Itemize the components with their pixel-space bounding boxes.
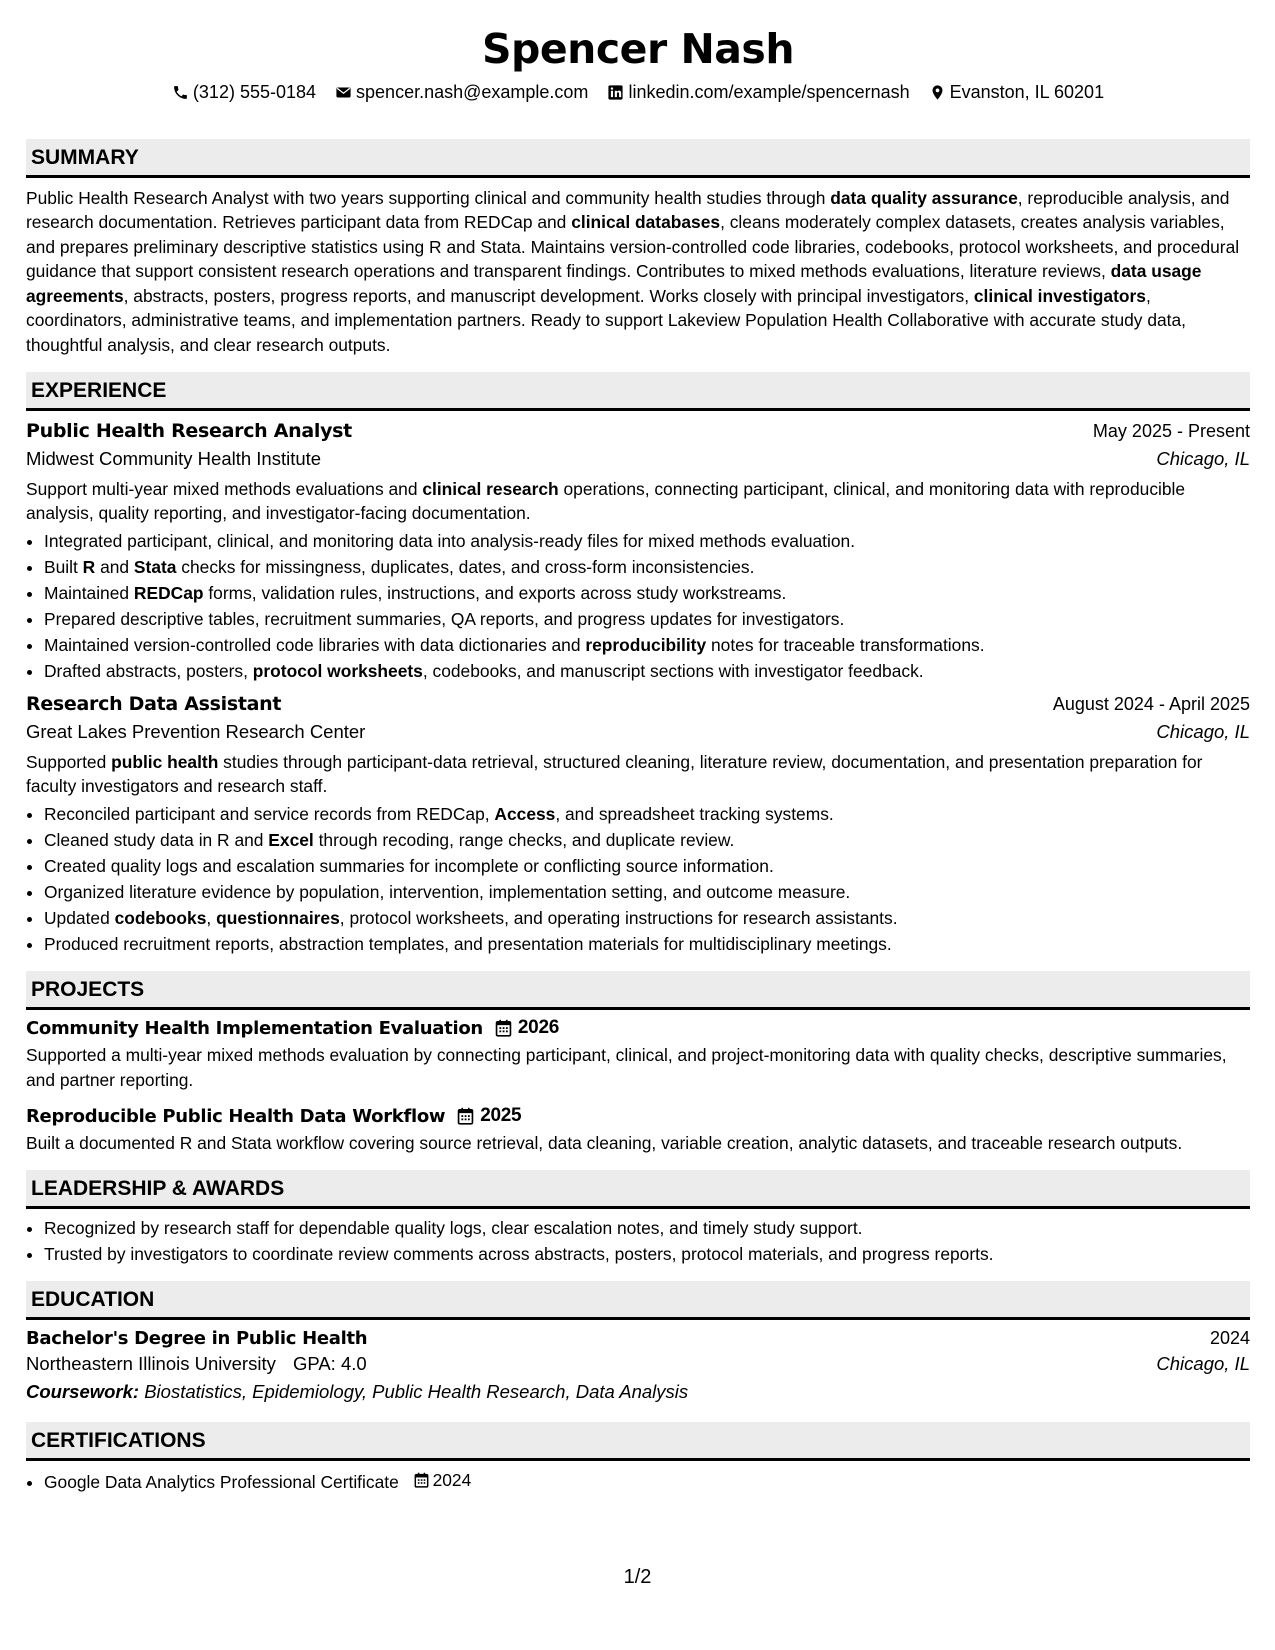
coursework-list: Biostatistics, Epidemiology, Public Health Research, Data Analysis	[144, 1380, 689, 1402]
text-run: Supported	[26, 751, 112, 772]
emphasis-text: reproducibility	[585, 634, 707, 655]
job-location: Chicago, IL	[1156, 720, 1250, 742]
text-run: Produced recruitment reports, abstraction templates, and presentation materials for multidisciplinary meetings.	[44, 934, 892, 955]
certifications-list	[26, 1467, 1250, 1495]
text-run: Drafted abstracts, posters,	[44, 660, 253, 681]
project-description: Built a documented R and Stata workflow covering source retrieval, data cleaning, variable creation, analytic datasets, and traceable research outputs.	[26, 1133, 1183, 1154]
section-heading: EDUCATION	[26, 1281, 1250, 1320]
education-entry	[26, 1328, 1250, 1403]
project-year: 2025	[480, 1105, 522, 1127]
bullet-item	[44, 580, 1250, 606]
list-item: • Recognized by research staff for dependable quality logs, clear escalation notes, and timely study support.	[44, 1215, 1250, 1241]
text-run: , reproducible analysis, and research documentation. Retrieves participant data from REDCap and	[26, 187, 1230, 233]
text-run: operations, connecting participant, clinical, and monitoring data with reproducible analysis, quality reporting, and investigator-facing documentation.	[26, 478, 1186, 524]
text-run: through recoding, range checks, and duplicate review.	[313, 830, 735, 851]
coursework	[26, 1381, 1250, 1403]
bullet-item	[44, 632, 1250, 658]
project-description: Supported a multi-year mixed methods evaluation by connecting participant, clinical, and project-monitoring data with quality checks, descriptive summaries, and partner reporting.	[26, 1045, 1227, 1090]
emphasis-text: data quality assurance	[830, 187, 1018, 208]
summary-section	[26, 139, 1250, 358]
bullet-item	[44, 658, 1250, 684]
text-run: Integrated participant, clinical, and monitoring data into analysis-ready files for mixed methods evaluation.	[44, 530, 856, 551]
contact-email	[335, 79, 588, 105]
text-run: checks for missingness, duplicates, dates, and cross-form inconsistencies.	[176, 556, 755, 577]
section-heading: CERTIFICATIONS	[26, 1422, 1250, 1461]
bullet-item	[44, 879, 1250, 905]
emphasis-text: data usage agreements	[26, 261, 1202, 306]
bullet-item	[44, 554, 1250, 580]
emphasis-text: codebooks	[114, 908, 207, 929]
location-text: Evanston, IL 60201	[949, 82, 1105, 102]
emphasis-text: Excel	[268, 830, 314, 851]
bullet-item	[44, 801, 1250, 827]
text-run: , protocol worksheets, and operating instructions for research assistants.	[339, 908, 898, 929]
section-heading: EXPERIENCE	[26, 372, 1250, 411]
text-run: Support multi-year mixed methods evaluations and	[26, 478, 423, 499]
text-run: Built	[44, 556, 83, 577]
bullet-item	[44, 931, 1250, 957]
text-run: Organized literature evidence by population, intervention, implementation setting, and outcome measure.	[44, 882, 851, 903]
emphasis-text: protocol worksheets	[252, 660, 423, 681]
text-run: Created quality logs and escalation summaries for incomplete or conflicting source information.	[44, 856, 774, 877]
project-entry	[26, 1017, 1250, 1092]
bullet-item	[44, 905, 1250, 931]
job-bullets	[26, 801, 1250, 957]
emphasis-text: REDCap	[133, 582, 204, 603]
calendar-icon	[457, 1107, 474, 1125]
bullet-item	[44, 606, 1250, 632]
certifications-section	[26, 1422, 1250, 1495]
phone-icon	[172, 84, 189, 101]
job-intro	[26, 750, 1250, 799]
experience-section	[26, 372, 1250, 957]
resume-page	[26, 0, 1250, 1495]
text-run: Prepared descriptive tables, recruitment summaries, QA reports, and progress updates for investigators.	[44, 608, 845, 629]
job-location: Chicago, IL	[1156, 447, 1250, 469]
job-entry	[26, 693, 1250, 957]
section-heading: LEADERSHIP & AWARDS	[26, 1170, 1250, 1209]
gpa: GPA: 4.0	[292, 1352, 367, 1374]
text-run: forms, validation rules, instructions, and exports across study workstreams.	[203, 582, 787, 603]
emphasis-text: clinical investigators	[973, 285, 1146, 306]
job-dates: August 2024 - April 2025	[1052, 693, 1250, 714]
emphasis-text: clinical research	[422, 478, 559, 499]
projects-section	[26, 971, 1250, 1156]
text-run: and	[95, 556, 134, 577]
leadership-section	[26, 1170, 1250, 1267]
job-dates: May 2025 - Present	[1092, 420, 1250, 441]
text-run: Cleaned study data in R and	[44, 830, 269, 851]
text-run: , and spreadsheet tracking systems.	[555, 804, 834, 825]
map-pin-icon	[929, 84, 946, 101]
job-organization: Great Lakes Prevention Research Center	[26, 720, 366, 742]
text-run: studies through participant-data retrieval, structured cleaning, literature review, documentation, and presentation preparation for faculty investigators and research staff.	[26, 751, 1203, 797]
text-run: Updated	[44, 908, 115, 929]
leadership-list	[26, 1215, 1250, 1267]
text-run: Maintained version-controlled code libraries with data dictionaries and	[44, 634, 586, 655]
contact-linkedin	[607, 79, 909, 105]
project-year: 2026	[517, 1017, 559, 1039]
contact-location	[929, 79, 1104, 105]
candidate-name: Spencer Nash	[481, 25, 795, 73]
list-item	[44, 1467, 1250, 1495]
job-title: Research Data Assistant	[26, 692, 282, 715]
emphasis-text: public health	[111, 751, 219, 772]
summary-text	[26, 186, 1250, 358]
school-name: Northeastern Illinois University	[26, 1352, 276, 1374]
emphasis-text: Stata	[133, 556, 177, 577]
text-run: , cleans moderately complex datasets, creates analysis variables, and prepares preliminary descriptive statistics using R and Stata. Maintains version-controlled code libraries, codebooks, protocol worksheets, and procedural guidance that support consistent research operations and transparent findings. Contributes to mixed methods evaluations, literature reviews,	[26, 212, 1240, 282]
text-run: notes for traceable transformations.	[706, 634, 985, 655]
text-run: , coordinators, administrative teams, and implementation partners. Ready to support Lakeview Population Health Collaborative with accurate study data, thoughtful analysis, and clear research outputs.	[26, 285, 1186, 356]
bullet-item	[44, 528, 1250, 554]
project-entry	[26, 1105, 1250, 1156]
job-intro	[26, 477, 1250, 526]
text-run: , codebooks, and manuscript sections with investigator feedback.	[422, 660, 924, 681]
graduation-year: 2024	[1209, 1327, 1250, 1348]
envelope-icon	[335, 84, 352, 101]
job-title: Public Health Research Analyst	[26, 419, 352, 442]
phone-text: (312) 555-0184	[192, 82, 317, 102]
calendar-icon	[414, 1472, 429, 1488]
section-heading: PROJECTS	[26, 971, 1250, 1010]
job-entry	[26, 420, 1250, 684]
list-item: • Trusted by investigators to coordinate review comments across abstracts, posters, protocol materials, and progress reports.	[44, 1241, 1250, 1267]
job-organization: Midwest Community Health Institute	[26, 447, 322, 469]
certification-year: 2024	[432, 1469, 472, 1490]
linkedin-icon	[607, 84, 624, 101]
calendar-icon	[495, 1019, 512, 1037]
certification-name: Google Data Analytics Professional Certificate	[44, 1471, 399, 1492]
text-run: , abstracts, posters, progress reports, and manuscript development. Works closely with principal investigators,	[123, 285, 974, 306]
emphasis-text: clinical databases	[571, 212, 721, 233]
linkedin-text: linkedin.com/example/spencernash	[628, 82, 910, 102]
education-section	[26, 1281, 1250, 1403]
emphasis-text: R	[82, 556, 96, 577]
job-bullets	[26, 528, 1250, 684]
text-run: Public Health Research Analyst with two years supporting clinical and community health studies through	[26, 187, 831, 208]
emphasis-text: Access	[494, 804, 556, 825]
section-heading: SUMMARY	[26, 139, 1250, 178]
text-run: Reconciled participant and service records from REDCap,	[44, 804, 495, 825]
email-text: spencer.nash@example.com	[356, 82, 589, 102]
contact-phone	[172, 79, 316, 105]
page-number: 1/2	[623, 1566, 652, 1588]
project-title: Reproducible Public Health Data Workflow	[26, 1105, 446, 1127]
emphasis-text: questionnaires	[216, 908, 340, 929]
coursework-label: Coursework:	[26, 1380, 140, 1402]
degree: Bachelor's Degree in Public Health	[26, 1327, 368, 1349]
text-run: ,	[206, 908, 217, 929]
bullet-item	[44, 853, 1250, 879]
bullet-item	[44, 827, 1250, 853]
project-title: Community Health Implementation Evaluation	[26, 1017, 483, 1039]
text-run: Maintained	[44, 582, 134, 603]
contact-line	[26, 79, 1250, 108]
school-location: Chicago, IL	[1156, 1352, 1250, 1374]
